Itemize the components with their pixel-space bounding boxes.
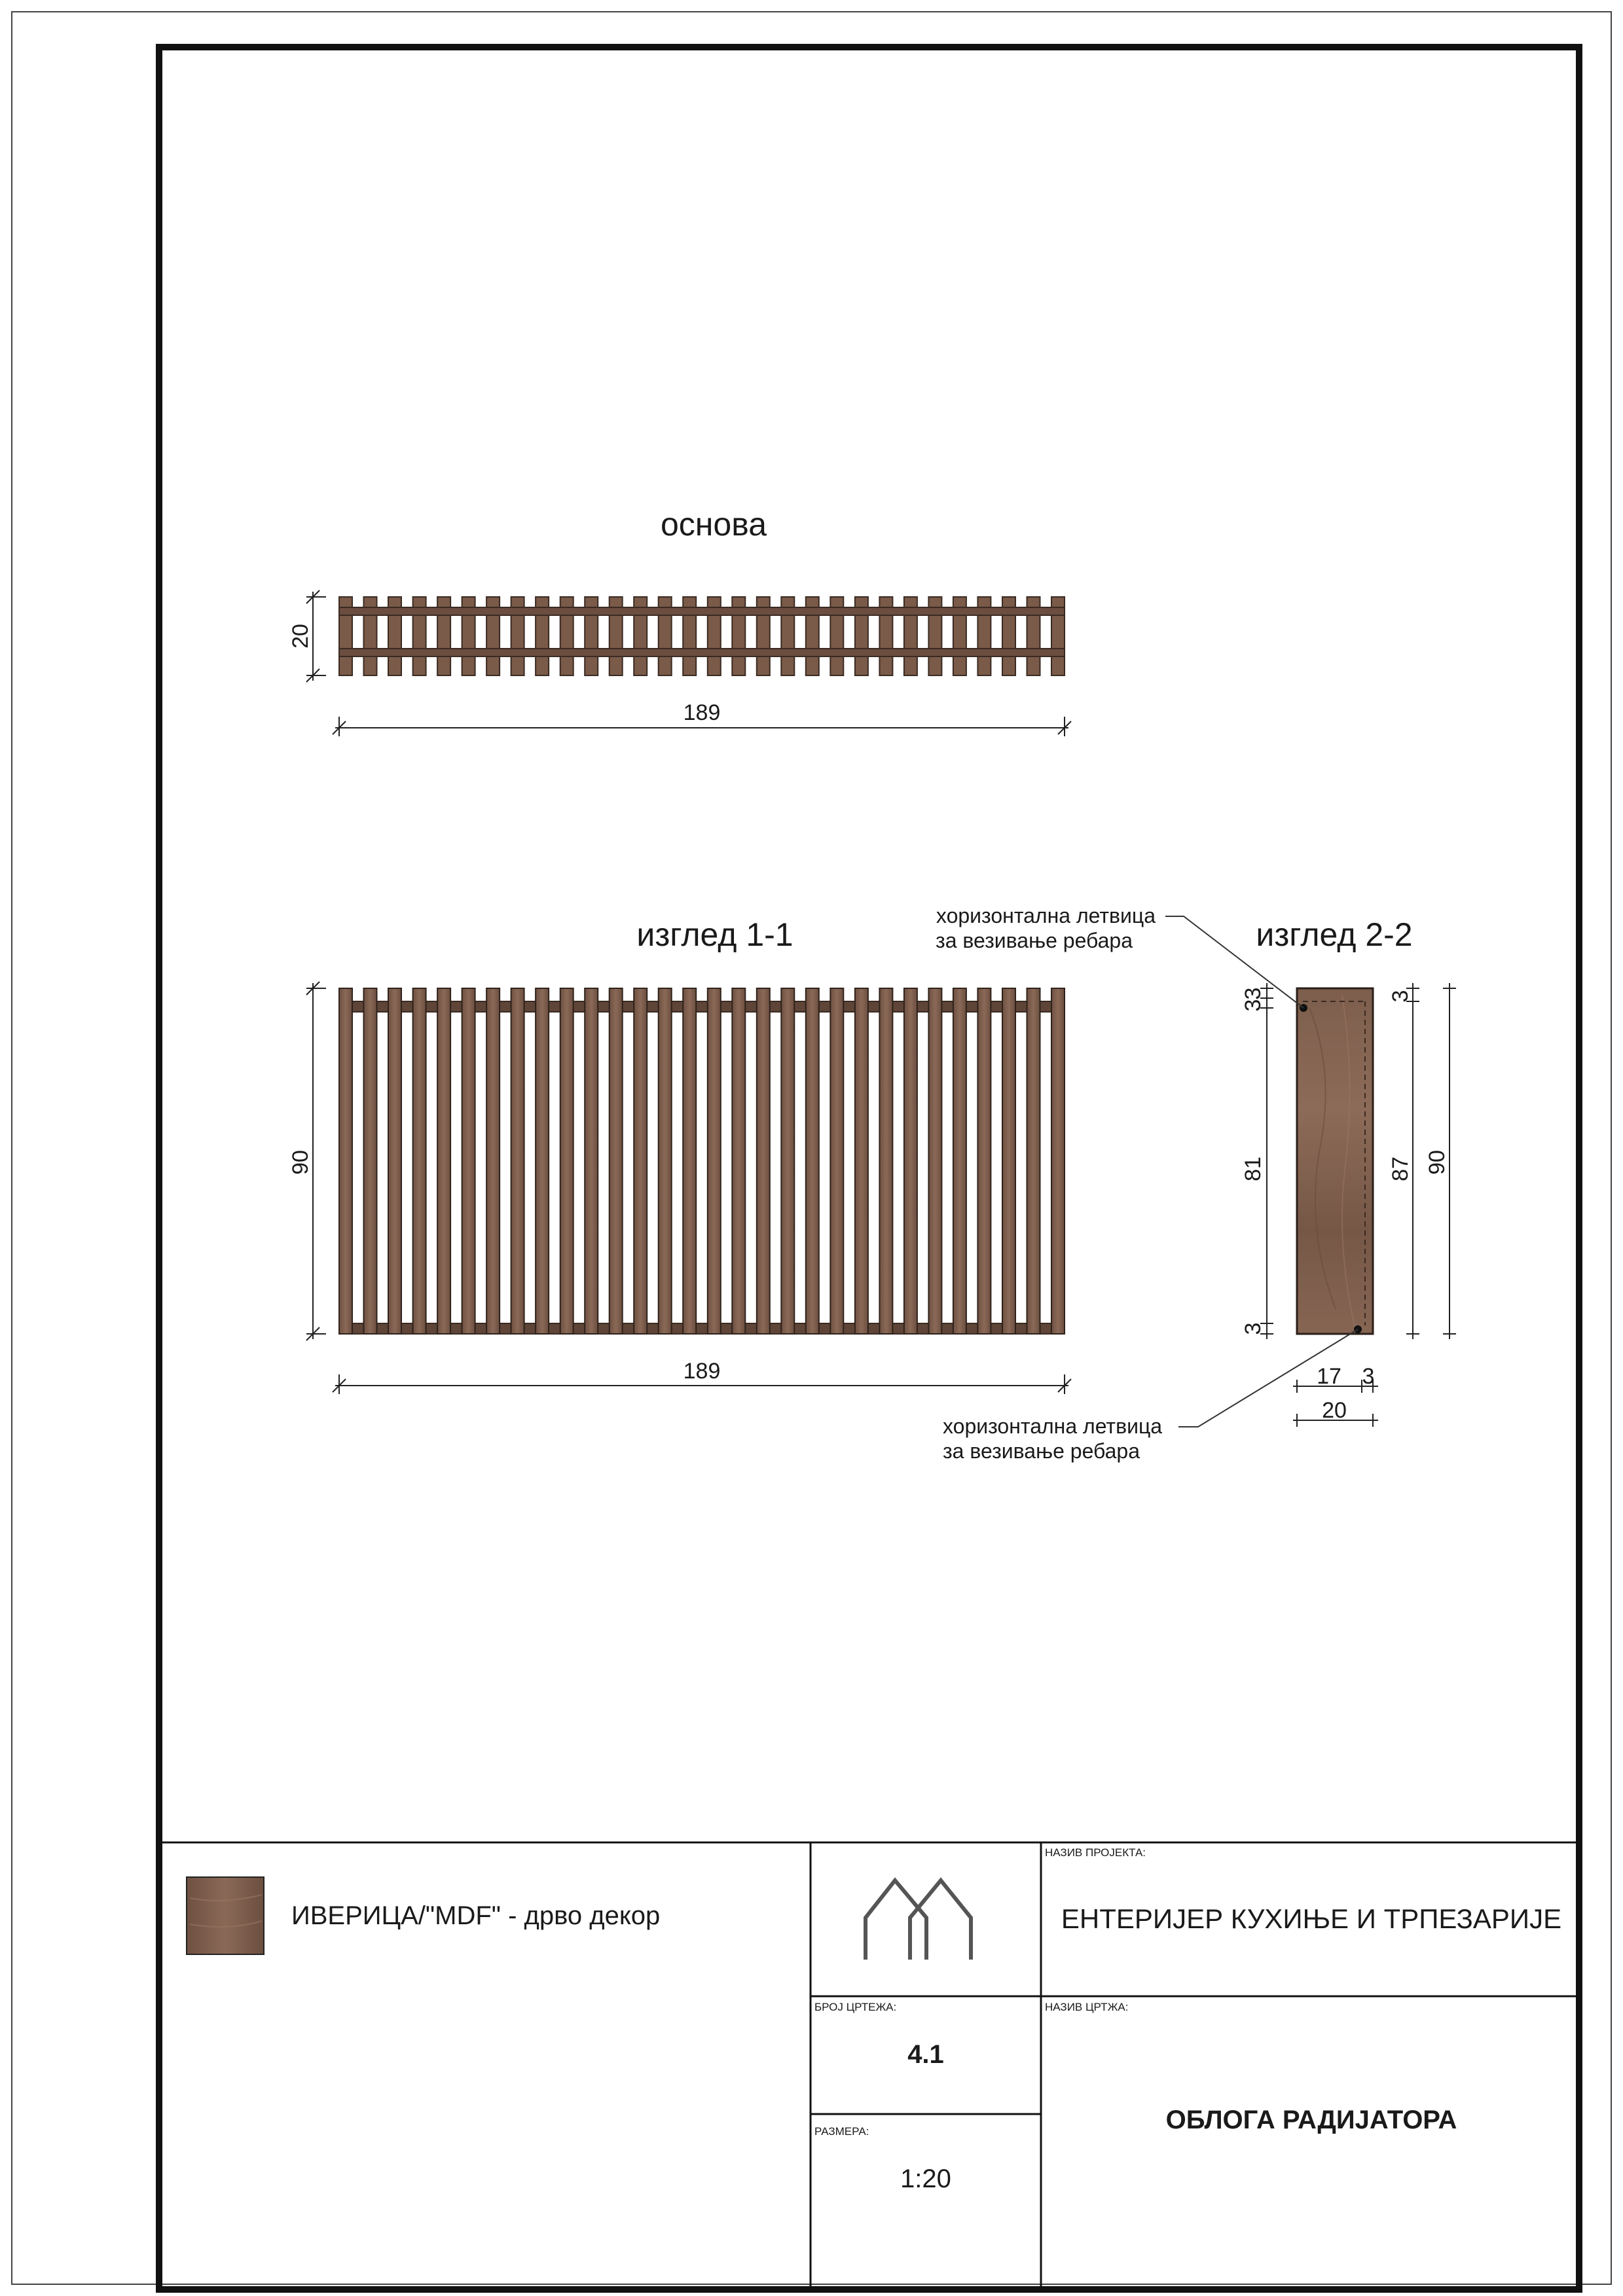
callout-top-line2: за везивање ребара: [936, 929, 1133, 952]
project-name: ЕНТЕРИЈЕР КУХИЊЕ И ТРПЕЗАРИЈЕ: [1061, 1903, 1562, 1934]
side-dim-right-top: 3: [1388, 990, 1413, 1003]
side-dim-panel: 17: [1317, 1364, 1341, 1389]
side-panel: [1297, 988, 1373, 1334]
side-dim-total: 90: [1425, 1150, 1450, 1175]
scale-value: 1:20: [900, 2164, 951, 2193]
side-dim-mid: 87: [1388, 1157, 1413, 1181]
elevation-1-1: [288, 916, 1071, 1394]
elevation-slat: [585, 988, 598, 1334]
elevation-slats: [339, 988, 1065, 1334]
elevation-slat: [806, 988, 819, 1334]
elevation-slat: [757, 988, 770, 1334]
callout-bottom-line1: хоризонтална летвица: [943, 1414, 1163, 1438]
elevation-slat: [560, 988, 574, 1334]
side-dim-bottom: 3: [1241, 1322, 1266, 1335]
elevation-1-title: изглед 1-1: [636, 916, 793, 953]
house-outline-logo-icon: [866, 1880, 971, 1960]
elevation-slat: [781, 988, 794, 1334]
plan-view: [288, 506, 1071, 736]
side-dim-top-b: 3: [1241, 999, 1266, 1012]
elevation-height-label: 90: [288, 1150, 313, 1175]
plan-rail-top: [339, 607, 1065, 615]
elevation-slat: [708, 988, 721, 1334]
elevation-slat: [486, 988, 500, 1334]
drawing-name: ОБЛОГА РАДИЈАТОРА: [1165, 2106, 1457, 2134]
material-label: ИВЕРИЦА/"MDF" - дрво декор: [291, 1901, 661, 1930]
elevation-slat: [437, 988, 450, 1334]
elevation-slat: [879, 988, 892, 1334]
elevation-slat: [462, 988, 475, 1334]
drawing-number: 4.1: [907, 2040, 944, 2069]
side-dim-inner: 81: [1241, 1157, 1266, 1181]
elevation-slat: [1027, 988, 1040, 1334]
elevation-slat: [364, 988, 377, 1334]
plan-title: основа: [660, 506, 767, 543]
side-dim-depth: 20: [1322, 1398, 1347, 1423]
side-dim-top-a: 3: [1241, 987, 1266, 1000]
elevation-slat: [683, 988, 696, 1334]
drawing-name-label: НАЗИВ ЦРТЖА:: [1045, 2001, 1129, 2013]
elevation-slat: [634, 988, 647, 1334]
elevation-slat: [388, 988, 401, 1334]
plan-depth-label: 20: [288, 624, 313, 649]
project-name-label: НАЗИВ ПРОЈЕКТА:: [1045, 1846, 1146, 1859]
callout-top-line1: хоризонтална летвица: [936, 904, 1156, 927]
elevation-width-label: 189: [683, 1359, 721, 1384]
elevation-slat: [610, 988, 623, 1334]
elevation-slat: [1002, 988, 1015, 1334]
elevation-slat: [855, 988, 868, 1334]
elevation-slat: [928, 988, 941, 1334]
elevation-slat: [1051, 988, 1065, 1334]
elevation-slat: [904, 988, 917, 1334]
elevation-slat: [413, 988, 426, 1334]
drawing-number-label: БРОЈ ЦРТЕЖА:: [814, 2001, 897, 2013]
material-legend: [187, 1877, 660, 1954]
elevation-slat: [511, 988, 524, 1334]
elevation-2-title: изглед 2-2: [1256, 916, 1413, 953]
plan-rail-bottom: [339, 649, 1065, 656]
elevation-slat: [977, 988, 991, 1334]
elevation-slat: [732, 988, 745, 1334]
scale-label: РАЗМЕРА:: [814, 2125, 869, 2138]
side-dim-edge: 3: [1362, 1364, 1375, 1389]
material-swatch: [187, 1877, 264, 1954]
elevation-slat: [953, 988, 966, 1334]
callout-bottom-line2: за везивање ребара: [943, 1439, 1140, 1463]
elevation-slat: [536, 988, 549, 1334]
elevation-slat: [830, 988, 843, 1334]
plan-width-label: 189: [683, 700, 721, 725]
elevation-slat: [339, 988, 352, 1334]
elevation-slat: [659, 988, 672, 1334]
